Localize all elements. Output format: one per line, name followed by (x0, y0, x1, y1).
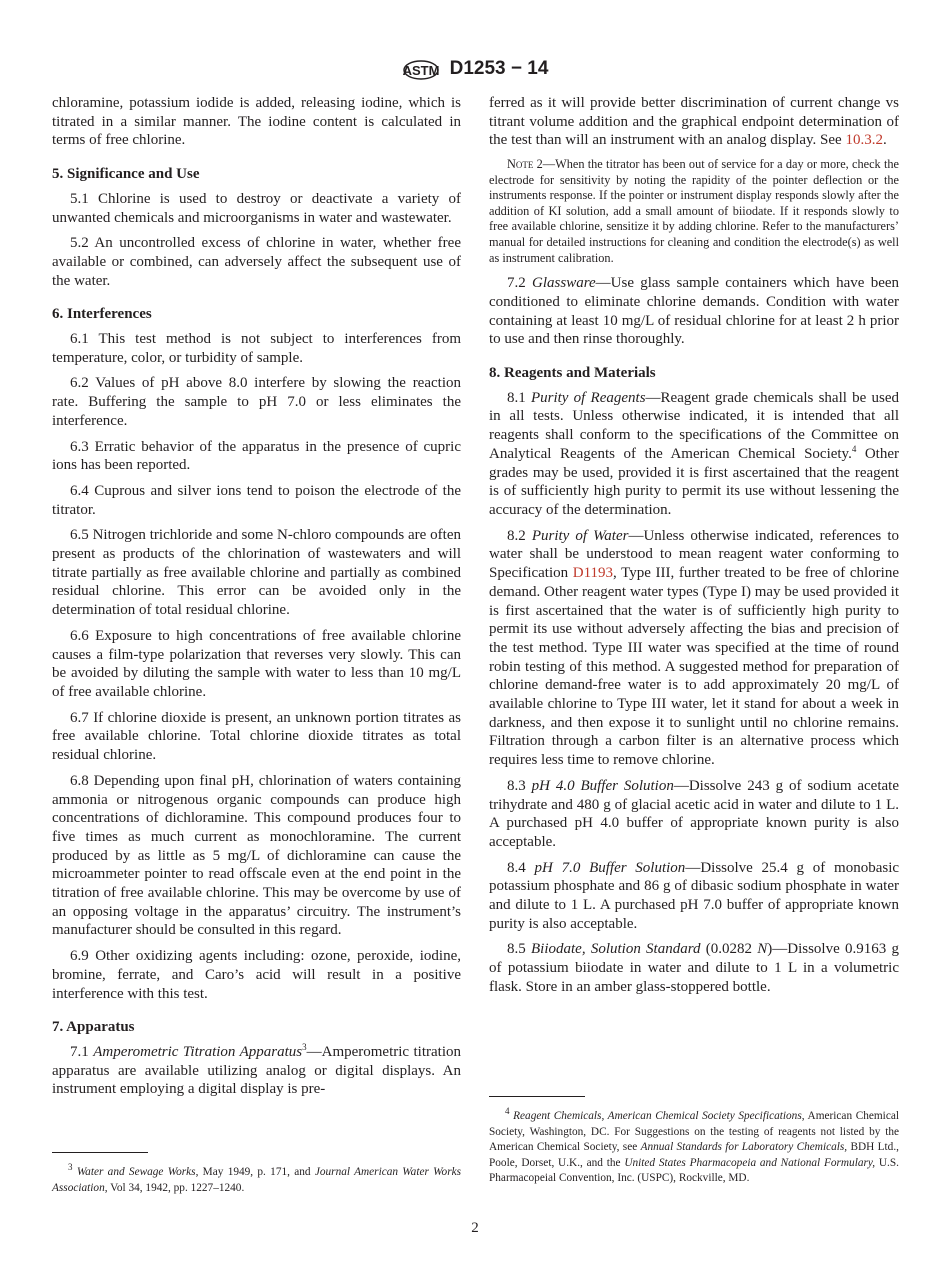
text-run: 8.3 (507, 777, 532, 794)
footnote-ref: 4 (505, 1106, 510, 1117)
footnote-ref: 4 (851, 443, 857, 454)
text-run: Note (507, 157, 534, 172)
paragraph (489, 527, 899, 770)
paragraph (489, 940, 899, 996)
astm-logo-icon (402, 56, 440, 82)
section-heading (489, 364, 899, 383)
text-run: —Amperometric titration apparatus are available utilizing analog or digital displays. An instrument employing a digital display is pre- (52, 1043, 462, 1098)
paragraph (52, 947, 461, 1003)
text-run: 6.7 If chlorine dioxide is present, an unknown portion titrates as free available chlorine. Total chlorine dioxide titrates as total residual chlorine. (52, 709, 461, 764)
paragraph (52, 526, 461, 620)
text-run: pH 4.0 Buffer Solution (531, 777, 674, 794)
text-run: (0.0282 (700, 941, 758, 958)
paragraph (489, 859, 899, 934)
text-run: 5.1 Chlorine is used to destroy or deactivate a variety of unwanted chemicals and microorganisms in water and wastewater. (52, 190, 461, 226)
text-run: Other grades may be used, provided it is first ascertained that the reagent is of sufficiently high purity to permit its use without lessening the accuracy of the determination. (489, 445, 899, 518)
right-column (489, 94, 899, 1004)
paragraph (489, 389, 899, 520)
paragraph (52, 627, 461, 702)
page-number: 2 (471, 1220, 479, 1236)
text-run: Glassware (532, 275, 596, 292)
paragraph (52, 482, 461, 519)
text-run: ferred as it will provide better discrimination of current change vs titrant volume addition and the graphical endpoint determination of the test than will an instrument with an analog display. See (489, 95, 899, 149)
text-run: —Dissolve 243 g of sodium acetate trihydrate and 480 g of glacial acetic acid in water and dilute to 1 L. A purchased pH 4.0 buffer of appropriate known purity is also acceptable. (489, 777, 899, 850)
paragraph (489, 274, 899, 349)
footnote-3 (52, 1152, 461, 1196)
text-run: 6.5 Nitrogen trichloride and some N-chloro compounds are often present as products of the chlorination of wastewaters and will titrate partially as free available chlorine and partially as combined residual chlorine. This error can be avoided only in the determination of total residual chlorine. (52, 527, 461, 619)
paragraph (52, 94, 461, 150)
text-run: 6.4 Cuprous and silver ions tend to poison the electrode of the titrator. (52, 482, 461, 518)
footnote-ref: 3 (302, 1041, 307, 1052)
footnote-4 (489, 1096, 899, 1187)
text-run: chloramine, potassium iodide is added, releasing iodine, which is titrated in a similar manner. The iodine content is calculated in terms of free chlorine. (52, 95, 461, 149)
text-run: 8.4 (507, 859, 535, 876)
footnote-ref: 3 (68, 1162, 73, 1173)
reference-link[interactable]: 10.3.2 (845, 132, 883, 149)
text-run: 6.9 Other oxidizing agents including: ozone, peroxide, iodine, bromine, ferrate, and Caro’s acid will result in a positive interference with this test. (52, 948, 461, 1002)
section-heading (52, 305, 461, 324)
note-paragraph (489, 157, 899, 266)
text-run: . (882, 132, 887, 149)
text-run: 6. Interferences (52, 306, 152, 323)
text-run: Journal American Water Works Association (52, 1166, 462, 1194)
paragraph (52, 709, 461, 765)
text-run: 6.3 Erratic behavior of the apparatus in the presence of cupric ions has been reported. (52, 438, 461, 474)
text-run: 2—When the titrator has been out of service for a day or more, check the electrode for sensitivity by noting the rapidity of the pointer deflection or the instruments response. If the pointer or instrument display responds slowly after the addition of KI solution, add a small amount of biiodate. If it responds slowly to free available chlorine, sensitize it by adding chlorine. Refer to the manufacturers’ manual for detailed instructions for cleaning and condition the electrode(s) as well as instrument calibration. (489, 157, 899, 265)
text-run: —Use glass sample containers which have been conditioned to eliminate chlorine demands. Condition with water containing at least 10 mg/L of residual chlorine for at least 2 h prior to use and then rinse thoroughly. (489, 275, 900, 348)
paragraph (52, 234, 461, 290)
text-run: BDH Ltd., Poole, Dorset, U.K., and the (489, 1141, 899, 1169)
text-run: U.S. Pharmacopeial Convention, Inc. (USPC), Rockville, MD. (489, 1156, 899, 1184)
footnote-rule (52, 1152, 148, 1153)
text-run: 5. Significance and Use (52, 166, 200, 183)
text-run: 5.2 An uncontrolled excess of chlorine in water, whether free available or combined, can adversely affect the subsequent use of the water. (52, 235, 461, 289)
left-column (52, 94, 461, 1106)
text-run: )—Dissolve 0.9163 g of potassium biiodate in water and dilute to 1 L in a volumetric flask. Store in an amber glass-stoppered bottle. (489, 941, 899, 995)
paragraph (489, 94, 899, 150)
text-run: , May 1949, p. 171, and (195, 1166, 315, 1178)
text-run: , Vol 34, 1942, pp. 1227–1240. (104, 1181, 245, 1194)
svg-text:ASTM: ASTM (402, 63, 440, 78)
text-run: Purity of Reagents (530, 389, 646, 406)
section-heading (52, 1018, 461, 1037)
text-run: —Reagent grade chemicals shall be used in all tests. Unless otherwise indicated, it is intended that all reagents shall conform to the specifications of the Committee on Analytical Reagents of the American Chemical Society. (489, 389, 899, 462)
paragraph (52, 438, 461, 475)
text-run: 6.2 Values of pH above 8.0 interfere by slowing the reaction rate. Buffering the sample to pH 7.0 or less eliminates the interference. (52, 375, 461, 429)
text-run: —Unless otherwise indicated, references to water shall be understood to mean reagent water conforming to Specification (489, 527, 899, 582)
text-run: Reagent Chemicals, American Chemical Society Specifications (513, 1110, 802, 1122)
text-run: 6.6 Exposure to high concentrations of free available chlorine causes a film-type polarization that reverses very slowly. This can be avoided by diluting the sample with water to less than 10 mg/L of free available chlorine. (52, 627, 461, 700)
text-run: —Dissolve 25.4 g of monobasic potassium phosphate and 86 g of dibasic sodium phosphate in water and dilute to 1 L. A purchased pH 7.0 buffer of appropriate known purity is also acceptable. (489, 859, 900, 932)
text-run: 8. Reagents and Materials (489, 365, 656, 382)
text-run: 6.1 This test method is not subject to interferences from temperature, color, or turbidity of sample. (52, 331, 461, 366)
text-run: Biiodate, Solution Standard (531, 941, 701, 958)
paragraph (489, 777, 899, 852)
paragraph (52, 330, 461, 367)
text-run: 7. Apparatus (52, 1019, 135, 1036)
paragraph (52, 772, 461, 940)
reference-link[interactable]: D1193 (572, 565, 614, 582)
text-run: Annual Standards for Laboratory Chemicals, (640, 1141, 848, 1153)
paragraph (52, 190, 461, 227)
text-run: 7.1 (70, 1043, 94, 1060)
text-run: 6.8 Depending upon final pH, chlorination of waters containing ammonia or nitrogenous organic compounds can produce high concentrations of dichloramine. This compound produces four to five times as much current as monochloramine. The current produced by as little as 5 mg/L of dichloramine can cause the microammeter pointer to read offscale even at the end point in the titration of free available chlorine. This may be overcome by use of an opposing voltage in the apparatus’ circuitry. The instrument’s manufacturer should be consulted in this regard. (52, 772, 461, 939)
paragraph (52, 1043, 461, 1099)
text-run: 7.2 (507, 275, 533, 292)
text-run: 8.1 (507, 389, 531, 406)
footnote-rule (489, 1096, 585, 1097)
text-run: United States Pharmacopeia and National Formulary, (624, 1156, 876, 1169)
page-header (0, 56, 950, 82)
text-run: 8.5 (507, 941, 531, 958)
text-run: , American Chemical Society, Washington, DC. For Suggestions on the testing of reagents not listed by the American Chemical Society, see (489, 1110, 899, 1153)
text-run: pH 7.0 Buffer Solution (534, 859, 686, 876)
text-run: Purity of Water (531, 527, 629, 544)
text-run: , Type III, further treated to be free of chlorine demand. Other reagent water types (Type I) may be used provided it is first ascertained that the water is of sufficiently high purity to permit its use without adversely affecting the bias and precision of the test method. Type III water was specified at the time of round robin testing of this method. A suggested method for preparation of chlorine demand-free water is to add approximately 20 mg/L of available chlorine to Type III water, let it stand for about a week in darkness, and then expose it to sunlight until no chlorine remains. Filtration through a carbon filter is an alternative process which requires less time to remove chlorine. (489, 565, 900, 769)
text-run: Amperometric Titration Apparatus (93, 1043, 303, 1060)
text-run: N (757, 941, 768, 958)
text-run: 8.2 (507, 527, 532, 544)
standard-designation: D1253 − 14 (449, 58, 549, 79)
paragraph (52, 374, 461, 430)
text-run: Water and Sewage Works (76, 1166, 196, 1178)
section-heading (52, 165, 461, 184)
